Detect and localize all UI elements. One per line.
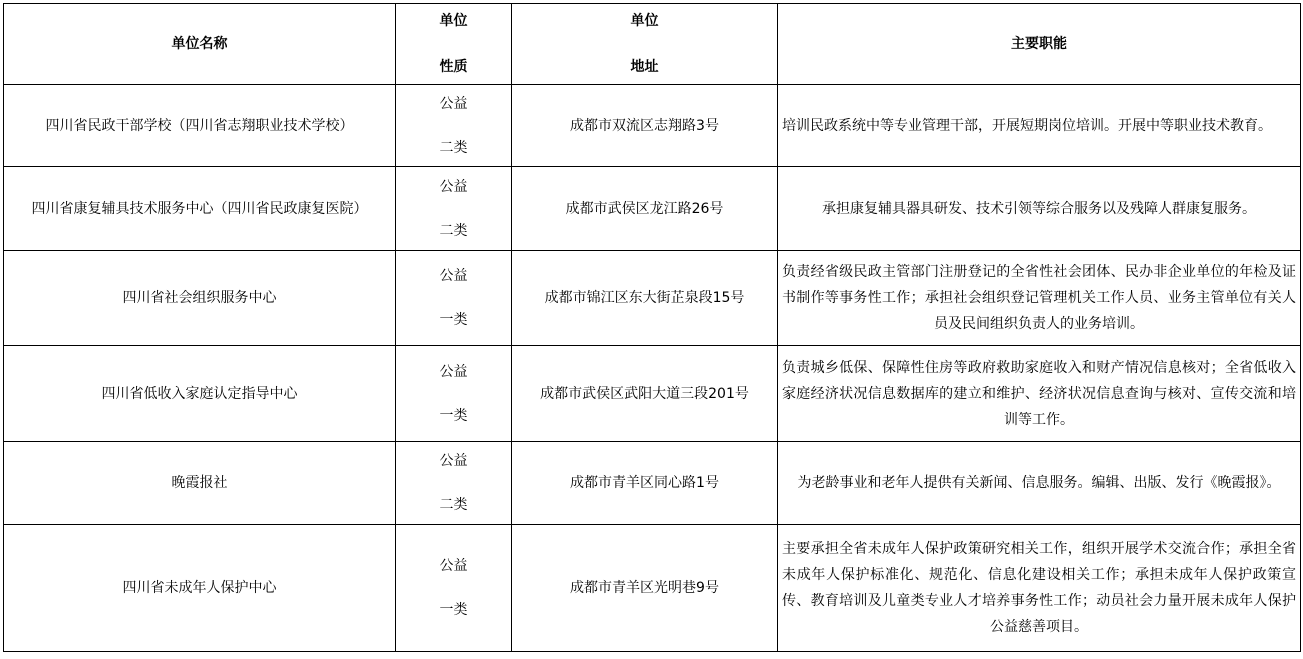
cell-duties: 承担康复辅具器具研发、技术引领等综合服务以及残障人群康复服务。	[778, 167, 1301, 251]
cell-address: 成都市双流区志翔路3号	[512, 85, 778, 167]
nature-bottom: 二类	[439, 497, 468, 513]
header-address-top: 单位	[630, 13, 659, 29]
nature-bottom: 二类	[439, 139, 468, 156]
header-duties: 主要职能	[778, 4, 1301, 85]
table-row	[4, 251, 1301, 346]
institution-table	[3, 3, 1301, 652]
nature-bottom: 一类	[439, 312, 468, 328]
header-nature-bottom: 性质	[439, 59, 468, 75]
header-name: 单位名称	[4, 4, 396, 85]
cell-duties: 为老龄事业和老年人提供有关新闻、信息服务。编辑、出版、发行《晚霞报》。	[778, 442, 1301, 525]
cell-nature	[396, 525, 512, 652]
cell-address: 成都市武侯区龙江路26号	[512, 167, 778, 251]
header-address-bottom: 地址	[630, 59, 659, 75]
table-row	[4, 442, 1301, 525]
nature-bottom: 一类	[439, 602, 468, 618]
header-nature-top: 单位	[439, 13, 468, 29]
cell-nature	[396, 85, 512, 167]
cell-duties: 负责城乡低保、保障性住房等政府救助家庭收入和财产情况信息核对；全省低收入家庭经济状况信息数据库的建立和维护、经济状况信息查询与核对、宣传交流和培训等工作。	[778, 346, 1301, 442]
table-header-row	[4, 4, 1301, 85]
header-nature	[396, 4, 512, 85]
cell-nature	[396, 346, 512, 442]
table-row	[4, 85, 1301, 167]
nature-top: 公益	[439, 95, 468, 112]
cell-name: 四川省低收入家庭认定指导中心	[4, 346, 396, 442]
table-row	[4, 525, 1301, 652]
cell-nature	[396, 251, 512, 346]
cell-name: 四川省民政干部学校（四川省志翔职业技术学校）	[4, 85, 396, 167]
cell-duties: 培训民政系统中等专业管理干部，开展短期岗位培训。开展中等职业技术教育。	[778, 85, 1301, 167]
table-row	[4, 167, 1301, 251]
cell-duties: 主要承担全省未成年人保护政策研究相关工作，组织开展学术交流合作；承担全省未成年人保护标准化、规范化、信息化建设相关工作；承担未成年人保护政策宣传、教育培训及儿童类专业人才培养事务性工作；动员社会力量开展未成年人保护公益慈善项目。	[778, 525, 1301, 652]
cell-address: 成都市青羊区同心路1号	[512, 442, 778, 525]
cell-nature	[396, 442, 512, 525]
cell-name: 晚霞报社	[4, 442, 396, 525]
cell-name: 四川省未成年人保护中心	[4, 525, 396, 652]
cell-address: 成都市青羊区光明巷9号	[512, 525, 778, 652]
nature-top: 公益	[439, 268, 468, 284]
nature-bottom: 一类	[439, 407, 468, 424]
nature-top: 公益	[439, 178, 468, 195]
nature-bottom: 二类	[439, 222, 468, 239]
cell-nature	[396, 167, 512, 251]
nature-top: 公益	[439, 453, 468, 469]
cell-address: 成都市武侯区武阳大道三段201号	[512, 346, 778, 442]
header-address	[512, 4, 778, 85]
table-row	[4, 346, 1301, 442]
nature-top: 公益	[439, 558, 468, 574]
cell-name: 四川省社会组织服务中心	[4, 251, 396, 346]
cell-duties: 负责经省级民政主管部门注册登记的全省性社会团体、民办非企业单位的年检及证书制作等事务性工作；承担社会组织登记管理机关工作人员、业务主管单位有关人员及民间组织负责人的业务培训。	[778, 251, 1301, 346]
cell-name: 四川省康复辅具技术服务中心（四川省民政康复医院）	[4, 167, 396, 251]
cell-address: 成都市锦江区东大街芷泉段15号	[512, 251, 778, 346]
nature-top: 公益	[439, 363, 468, 380]
